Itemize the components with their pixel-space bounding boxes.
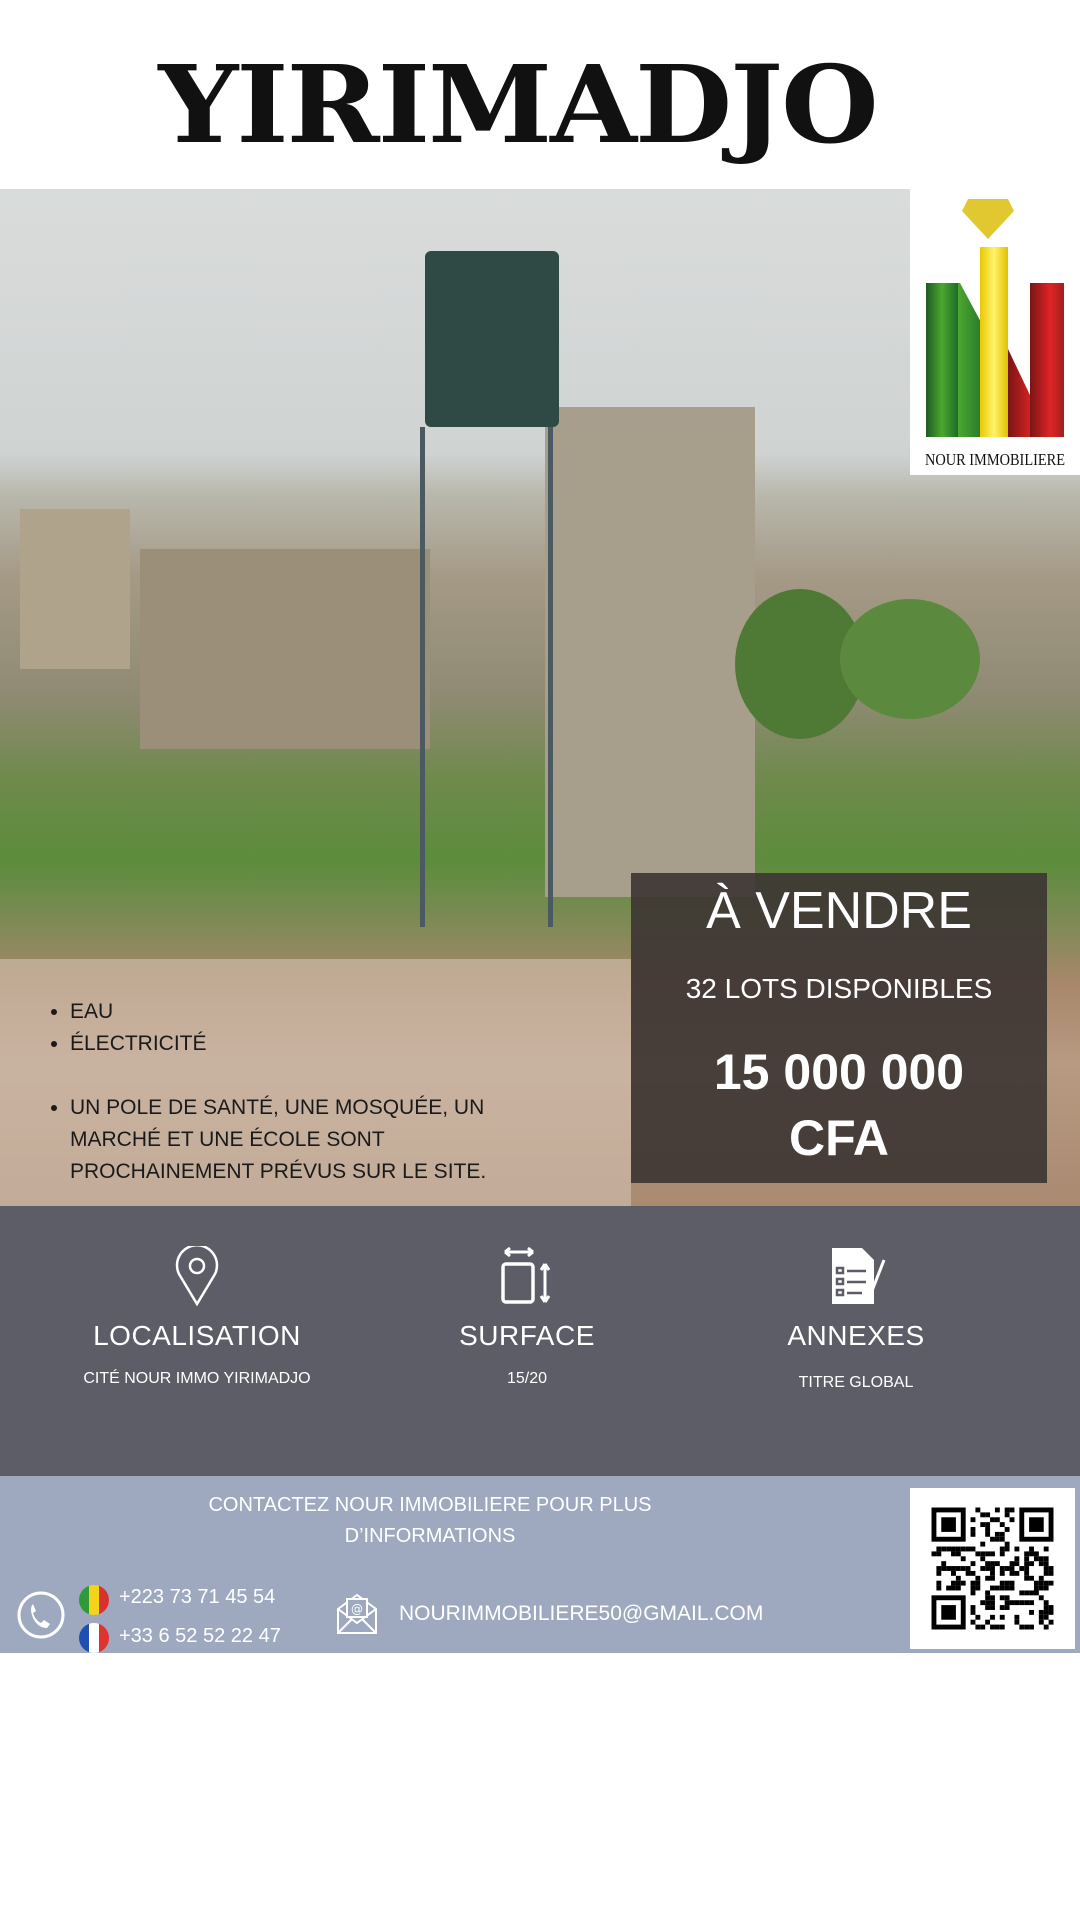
- lots-available: 32 LOTS DISPONIBLES: [685, 973, 993, 1004]
- page-title: YIRIMADJO: [158, 43, 877, 168]
- building-wall: [20, 509, 130, 669]
- tree: [840, 599, 980, 719]
- features-list: [40, 996, 620, 1188]
- building-wall: [140, 549, 430, 749]
- qr-code-icon: [910, 1488, 1075, 1649]
- svg-text:NOUR IMMOBILIERE: NOUR IMMOBILIERE: [925, 450, 1065, 469]
- contact-cta: [130, 1490, 730, 1552]
- water-tank: [425, 251, 559, 427]
- price: 15 000 000: [713, 1044, 965, 1100]
- tower-leg: [548, 427, 553, 927]
- currency: CFA: [789, 1110, 889, 1166]
- email-envelope-icon: [336, 1591, 378, 1635]
- svg-text:@: @: [351, 1602, 363, 1616]
- feature-item: • UN POLE DE SANTÉ, UNE MOSQUÉE, UN MARCHÉ ET UNE ÉCOLE SONT PROCHAINEMENT PRÉVUS SUR LE SITE.: [70, 1092, 570, 1188]
- sale-box: [631, 873, 1047, 1183]
- feature-item: • ÉLECTRICITÉ: [70, 1028, 620, 1060]
- phone-france-link[interactable]: +33 6 52 52 22 47: [119, 1625, 281, 1647]
- cta-line: CONTACTEZ NOUR IMMOBILIERE POUR PLUS: [208, 1494, 652, 1516]
- mali-flag-icon: [78, 1584, 110, 1616]
- qr-code[interactable]: [910, 1488, 1075, 1649]
- nour-immobiliere-logo: [910, 189, 1080, 475]
- info-panel: [0, 1206, 1080, 1476]
- document-checklist-icon: [826, 1246, 886, 1306]
- feature-item: • EAU: [70, 996, 620, 1028]
- email-link[interactable]: NOURIMMOBILIERE50@GMAIL.COM: [399, 1602, 764, 1625]
- info-title: SURFACE: [459, 1320, 595, 1351]
- phone-icon: [16, 1590, 66, 1640]
- building-wall: [545, 407, 755, 897]
- tower-leg: [420, 427, 425, 927]
- info-value: 15/20: [506, 1370, 548, 1387]
- info-value: CITÉ NOUR IMMO YIRIMADJO: [83, 1370, 311, 1387]
- phone-mali-link[interactable]: +223 73 71 45 54: [119, 1586, 276, 1608]
- info-title: ANNEXES: [787, 1320, 925, 1351]
- resize-icon: [497, 1246, 557, 1306]
- france-flag-icon: [78, 1622, 110, 1654]
- info-value: TITRE GLOBAL: [798, 1374, 914, 1391]
- cta-line: D’INFORMATIONS: [344, 1525, 516, 1547]
- info-title: LOCALISATION: [93, 1320, 301, 1351]
- sale-heading: À VENDRE: [706, 882, 972, 940]
- map-pin-icon: [167, 1246, 227, 1306]
